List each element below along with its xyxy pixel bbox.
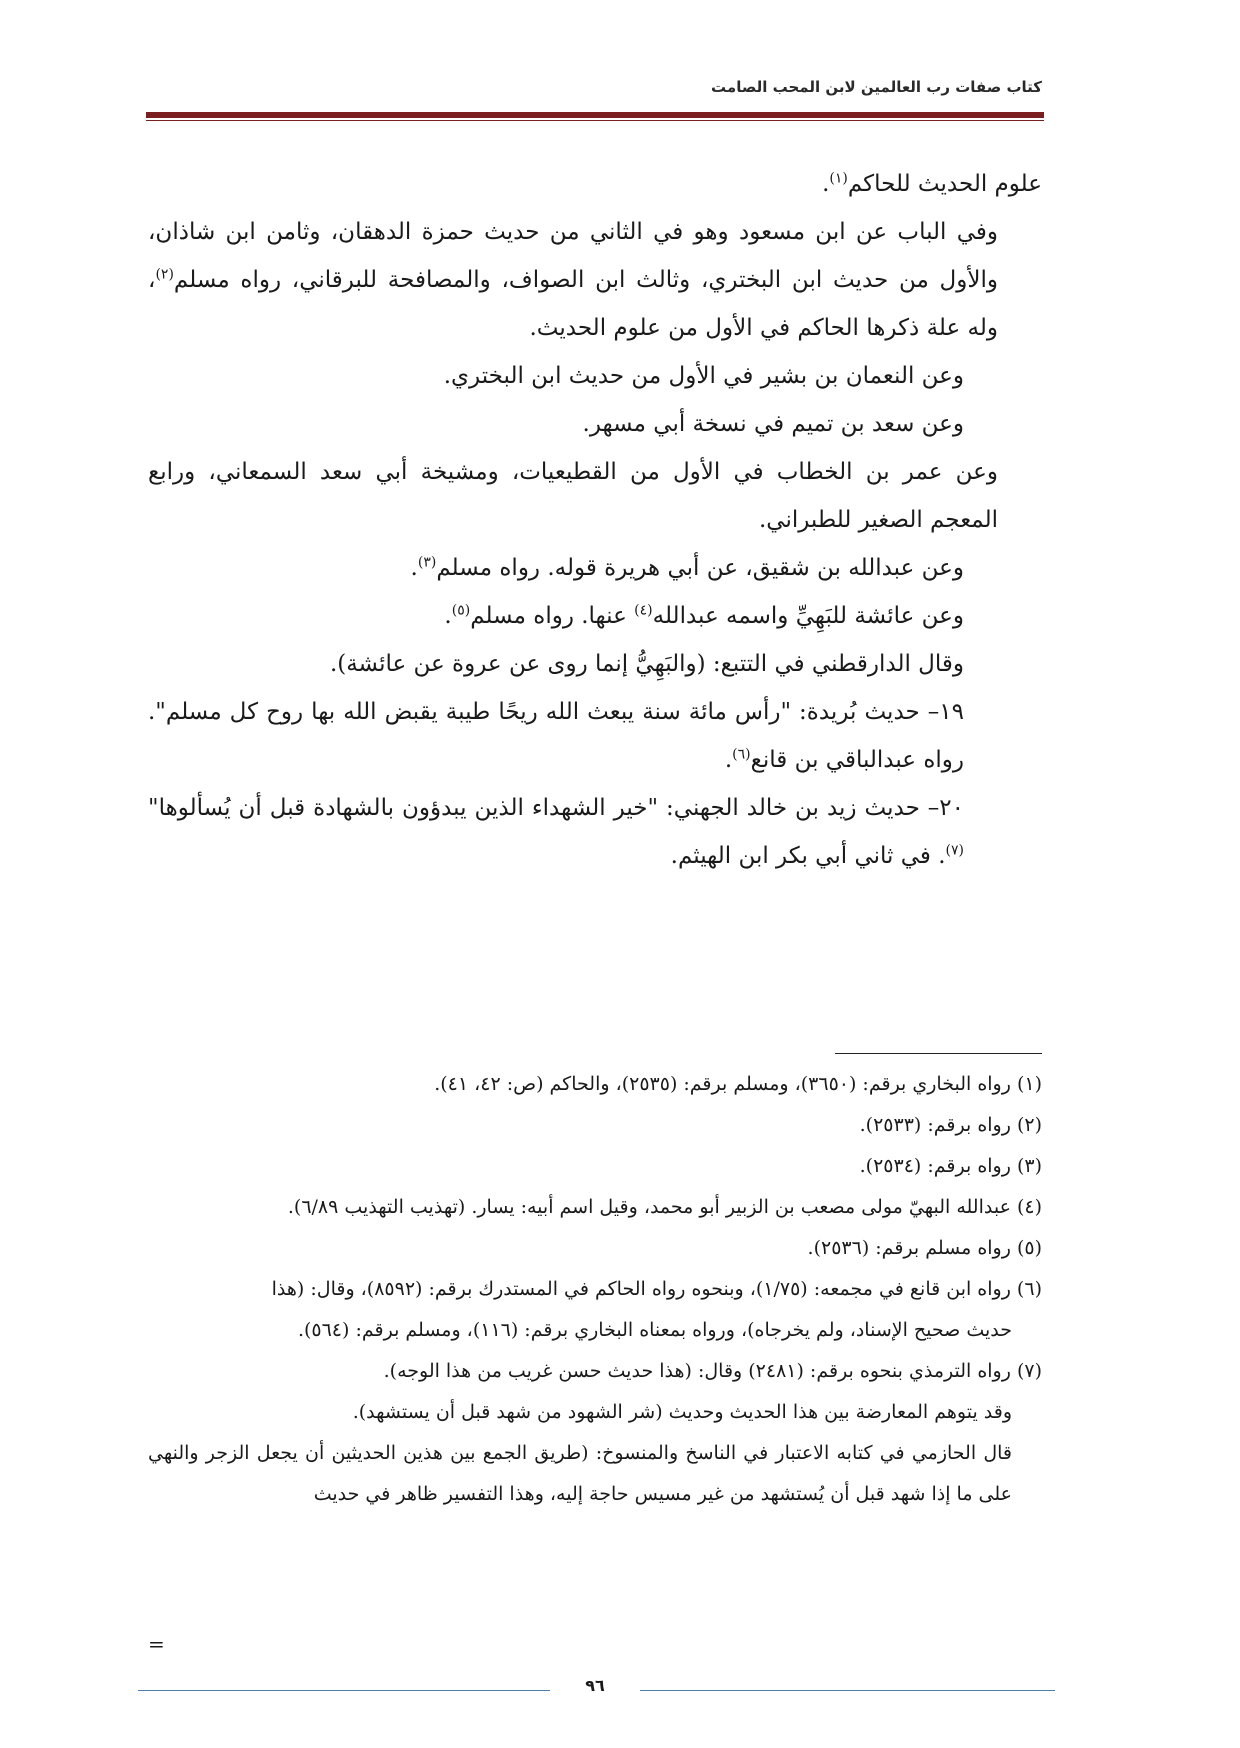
footnote-ref[interactable]: (٥): [451, 602, 471, 619]
footnote-ref[interactable]: (٣): [417, 554, 437, 571]
paragraph: وقال الدارقطني في التتبع: (والبَهِيُّ إنما روى عن عروة عن عائشة).: [329, 651, 964, 677]
footnote-ref[interactable]: (٧): [945, 842, 964, 859]
footnote: (٣) رواه برقم: (٢٥٣٤).: [859, 1155, 1042, 1177]
text: .: [724, 747, 733, 773]
text: وعن عبدالله بن شقيق، عن أبي هريرة قوله. رواه مسلم: [436, 555, 964, 581]
paragraph: [148, 208, 1042, 352]
footnote: (٦) رواه ابن قانع في مجمعه: (١/٧٥)، وبنحوه رواه الحاكم في المستدرك برقم: (٨٥٩٢)، وقال: (هذا: [271, 1278, 1042, 1300]
text: عنها. رواه مسلم: [470, 603, 635, 629]
footnote-continuation: حديث صحيح الإسناد، ولم يخرجاه)، ورواه بمعناه البخاري برقم: (١١٦)، ومسلم برقم: (٥٦٤).: [297, 1319, 1012, 1341]
text: ٢٠– حديث زيد بن خالد الجهني: "خير الشهداء الذين يبدؤون بالشهادة قبل أن يُسألوها": [148, 795, 964, 821]
header-rule: [146, 112, 1044, 118]
paragraph: وعن سعد بن تميم في نسخة أبي مسهر.: [582, 411, 964, 437]
footnotes: [148, 1064, 1042, 1515]
footnote-ref[interactable]: (١): [829, 170, 848, 187]
text: علوم الحديث للحاكم: [847, 171, 1042, 197]
footnote-note: قال الحازمي في كتابه الاعتبار في الناسخ والمنسوخ: (طريق الجمع بين هذين الحديثين أن يجعل الزجر والنهي على ما إذا شهد قبل أن يُستشهد من غير مسيس حاجة إليه، وهذا التفسير ظاهر في حديث: [148, 1442, 1012, 1505]
paragraph: وعن النعمان بن بشير في الأول من حديث ابن البختري.: [443, 363, 964, 389]
paragraph: [148, 784, 1042, 880]
footnote-ref[interactable]: (٦): [732, 746, 751, 763]
paragraph: [148, 544, 1042, 592]
running-header: كتاب صفات رب العالمين لابن المحب الصامت: [711, 78, 1042, 96]
footnote-note: وقد يتوهم المعارضة بين هذا الحديث وحديث (شر الشهود من شهد قبل أن يستشهد).: [352, 1401, 1012, 1423]
footnote: (٧) رواه الترمذي بنحوه برقم: (٢٤٨١) وقال: (هذا حديث حسن غريب من هذا الوجه).: [383, 1360, 1042, 1382]
text: وعن عائشة للبَهِيِّ واسمه عبدالله: [652, 603, 964, 629]
footer-rule-right: [640, 1690, 1055, 1691]
main-text: [148, 160, 1042, 880]
paragraph: [148, 592, 1042, 640]
text: وفي الباب عن ابن مسعود وهو في الثاني من حديث حمزة الدهقان، وثامن ابن شاذان، والأول من حديث ابن البختري، وثالث ابن الصواف، والمصافحة للبرقاني، رواه مسلم: [148, 219, 998, 293]
text: .: [822, 171, 830, 197]
footnote: (٤) عبدالله البهيّ مولى مصعب بن الزبير أبو محمد، وقيل اسم أبيه: يسار. (تهذيب التهذيب ٦/٨٩).: [287, 1196, 1042, 1218]
paragraph: [148, 688, 1042, 784]
footnote-ref[interactable]: (٢): [155, 266, 174, 283]
page-number: ٩٦: [585, 1676, 605, 1695]
text: . في ثاني أبي بكر ابن الهيثم.: [670, 843, 946, 869]
footer-rule-left: [138, 1690, 550, 1691]
footnote-ref[interactable]: (٤): [634, 602, 653, 619]
text: ، وله علة ذكرها الحاكم في الأول من علوم الحديث.: [148, 267, 998, 341]
text: .: [410, 555, 418, 581]
footnote: (٢) رواه برقم: (٢٥٣٣).: [859, 1114, 1042, 1136]
paragraph: [148, 160, 1042, 208]
continuation-mark: =: [148, 1632, 165, 1656]
footnote: (٥) رواه مسلم برقم: (٢٥٣٦).: [807, 1237, 1042, 1259]
paragraph: وعن عمر بن الخطاب في الأول من القطيعيات، ومشيخة أبي سعد السمعاني، ورابع المعجم الصغير للطبراني.: [148, 459, 998, 533]
footnote-separator: [835, 1053, 1042, 1054]
footnote: (١) رواه البخاري برقم: (٣٦٥٠)، ومسلم برقم: (٢٥٣٥)، والحاكم (ص: ٤٢، ٤١).: [434, 1073, 1042, 1095]
text: ١٩– حديث بُريدة: "رأس مائة سنة يبعث الله ريحًا طيبة يقبض الله بها روح كل مسلم". رواه عبدالباقي بن قانع: [148, 699, 964, 773]
text: .: [444, 603, 452, 629]
